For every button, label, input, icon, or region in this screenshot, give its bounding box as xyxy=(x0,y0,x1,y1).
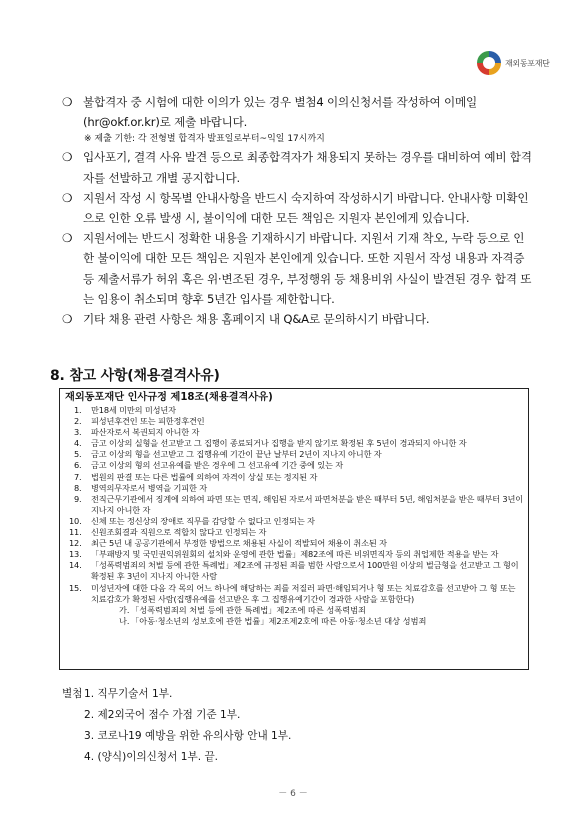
item-text: 신체 또는 정신상의 장애로 직무를 감당할 수 없다고 인정되는 자 xyxy=(91,515,315,526)
item-text: 만18세 미만의 미성년자 xyxy=(91,405,176,415)
item-text: 금고 이상의 형을 선고받고 그 집행유예 기간이 끝난 날부터 2년이 지나지 아니한 자 xyxy=(91,449,382,460)
bullet-accuracy xyxy=(62,228,532,309)
subitem-number: 가. xyxy=(119,604,130,615)
deadline-note: ※ 제출 기한: 각 전형별 합격자 발표일로부터~익일 17시까지 xyxy=(84,134,325,145)
item-number: 4. xyxy=(74,438,82,449)
list-item xyxy=(65,538,523,549)
attachment-item: 1. 직무기술서 1부. xyxy=(84,688,173,700)
item-text: 법원의 판결 또는 다른 법률에 의하여 자격이 상실 또는 정지된 자 xyxy=(91,471,318,482)
bullet-objection xyxy=(62,92,532,132)
subitem-text: 「아동·청소년의 성보호에 관한 법률」제2조제2호에 따른 아동·청소년 대상 성범죄 xyxy=(131,615,427,626)
item-number: 11. xyxy=(69,527,82,538)
attachments xyxy=(62,684,532,768)
bullet-application-guide xyxy=(62,188,532,228)
section-heading: 8. 참고 사항(채용결격사유) xyxy=(50,368,220,384)
list-item xyxy=(65,427,523,438)
bullet-text: 지원서에는 반드시 정확한 내용을 기재하시기 바랍니다. 지원서 기재 착오, 누락 등으로 인한 불이익에 대한 모든 책임은 지원자 본인에게 있습니다. 또한 지원서 작성 내용과 자격증 등 제출서류가 허위 혹은 위·변조된 경우, 부정행위 등 채용비위 사실이 발견된 경우 합격 또는 임용이 취소되며 향후 5년간 입사를 제한합니다. xyxy=(83,231,532,306)
sub-list-item xyxy=(65,616,523,627)
list-item xyxy=(65,583,523,605)
list-item xyxy=(65,527,523,538)
bullet-text: 지원서 작성 시 항목별 안내사항을 반드시 숙지하여 작성하시기 바랍니다. 안내사항 미확인으로 인한 오류 발생 시, 불이익에 대한 모든 책임은 지원자 본인에게 있습니다. xyxy=(83,190,529,226)
circle-bullet-icon: ❍ xyxy=(62,150,73,165)
item-number: 15. xyxy=(69,582,82,593)
list-item xyxy=(65,483,523,494)
item-text: 파산자로서 복권되지 아니한 자 xyxy=(91,427,200,438)
list-item xyxy=(65,449,523,460)
logo-text: 재외동포재단 xyxy=(505,59,550,68)
item-number: 7. xyxy=(74,471,82,482)
regulation-box xyxy=(59,388,529,670)
item-text: 금고 이상의 실형을 선고받고 그 집행이 종료되거나 집행을 받지 않기로 확정된 후 5년이 경과되지 아니한 자 xyxy=(91,438,467,449)
item-number: 2. xyxy=(74,416,82,427)
item-text: 「부패방지 및 국민권익위원회의 설치와 운영에 관한 법률」제82조에 따른 비위면직자 등의 취업제한 적용을 받는 자 xyxy=(91,549,499,560)
item-number: 8. xyxy=(74,482,82,493)
bullet-text: 기타 채용 관련 사항은 채용 홈페이지 내 Q&A로 문의하시기 바랍니다. xyxy=(83,312,430,327)
item-text: 신원조회결과 직원으로 적합치 않다고 인정되는 자 xyxy=(91,527,267,538)
attachment-item: 3. 코로나19 예방을 위한 유의사항 안내 1부. xyxy=(84,730,292,742)
notice-bullets xyxy=(62,92,532,329)
list-item xyxy=(65,460,523,471)
list-item xyxy=(65,549,523,560)
subitem-number: 나. xyxy=(119,615,130,626)
item-text: 「성폭력범죄의 처벌 등에 관한 특례법」제2조에 규정된 죄를 범한 사람으로서 100만원 이상의 벌금형을 선고받고 그 형이 확정된 후 3년이 지나지 아니한 사람 xyxy=(91,560,519,582)
item-number: 1. xyxy=(74,405,82,415)
item-number: 5. xyxy=(74,449,82,460)
subitem-text: 「성폭력범죄의 처벌 등에 관한 특례법」제2조에 따른 성폭력범죄 xyxy=(131,604,366,615)
circle-bullet-icon: ❍ xyxy=(62,312,73,327)
attachments-label: 별첨 xyxy=(62,688,83,700)
attachment-item: 4. (양식)이의신청서 1부. 끝. xyxy=(84,751,219,763)
item-number: 10. xyxy=(69,515,82,526)
logo-emblem-icon xyxy=(474,48,504,78)
page-number: － 6 － xyxy=(278,789,308,799)
disqualification-list xyxy=(65,405,523,627)
list-item xyxy=(65,405,523,416)
bullet-reserve xyxy=(62,147,532,187)
list-item xyxy=(65,516,523,527)
item-number: 6. xyxy=(74,460,82,471)
item-number: 13. xyxy=(69,549,82,560)
attachment-item: 2. 제2외국어 점수 가점 기준 1부. xyxy=(84,709,241,721)
regulation-title: 재외동포재단 인사규정 제18조(채용결격사유) xyxy=(65,392,273,403)
item-number: 3. xyxy=(74,427,82,438)
circle-bullet-icon: ❍ xyxy=(62,190,73,205)
item-number: 14. xyxy=(69,560,82,571)
bullet-inquiry xyxy=(62,309,532,329)
list-item xyxy=(65,560,523,582)
item-text: 미성년자에 대한 다음 각 목의 어느 하나에 해당하는 죄를 저질러 파면·해임되거나 형 또는 치료감호를 선고받아 그 형 또는 치료감호가 확정된 사람(집행유예를 선고받은 후 그 집행유예기간이 경과한 사람을 포함한다) xyxy=(91,582,516,604)
organization-logo xyxy=(474,46,554,82)
item-number: 9. xyxy=(74,493,82,504)
circle-bullet-icon: ❍ xyxy=(62,95,73,109)
item-text: 전직근무기관에서 징계에 의하여 파면 또는 면직, 해임된 자로서 파면처분을 받은 때부터 5년, 해임처분을 받은 때부터 3년이 지나지 아니한 자 xyxy=(91,493,524,515)
bullet-text: 입사포기, 결격 사유 발견 등으로 최종합격자가 채용되지 못하는 경우를 대비하여 예비 합격자를 선발하고 개별 공지합니다. xyxy=(83,150,532,185)
list-item xyxy=(65,494,523,516)
list-item xyxy=(65,472,523,483)
circle-bullet-icon: ❍ xyxy=(62,231,73,246)
list-item xyxy=(65,438,523,449)
item-text: 최근 5년 내 공공기관에서 부정한 방법으로 채용된 사실이 적발되어 채용이 취소된 자 xyxy=(91,538,387,549)
attachment-list xyxy=(62,684,532,768)
item-text: 금고 이상의 형의 선고유예를 받은 경우에 그 선고유예 기간 중에 있는 자 xyxy=(91,460,343,471)
sub-list-item xyxy=(65,605,523,616)
item-text: 병역의무자로서 병역을 기피한 자 xyxy=(91,482,207,493)
list-item xyxy=(65,416,523,427)
item-number: 12. xyxy=(69,538,82,549)
bullet-text: 불합격자 중 시험에 대한 이의가 있는 경우 별첨4 이의신청서를 작성하여 이메일(hr@okf.or.kr)로 제출 바랍니다. xyxy=(83,95,478,130)
item-text: 피성년후견인 또는 피한정후견인 xyxy=(91,416,205,427)
